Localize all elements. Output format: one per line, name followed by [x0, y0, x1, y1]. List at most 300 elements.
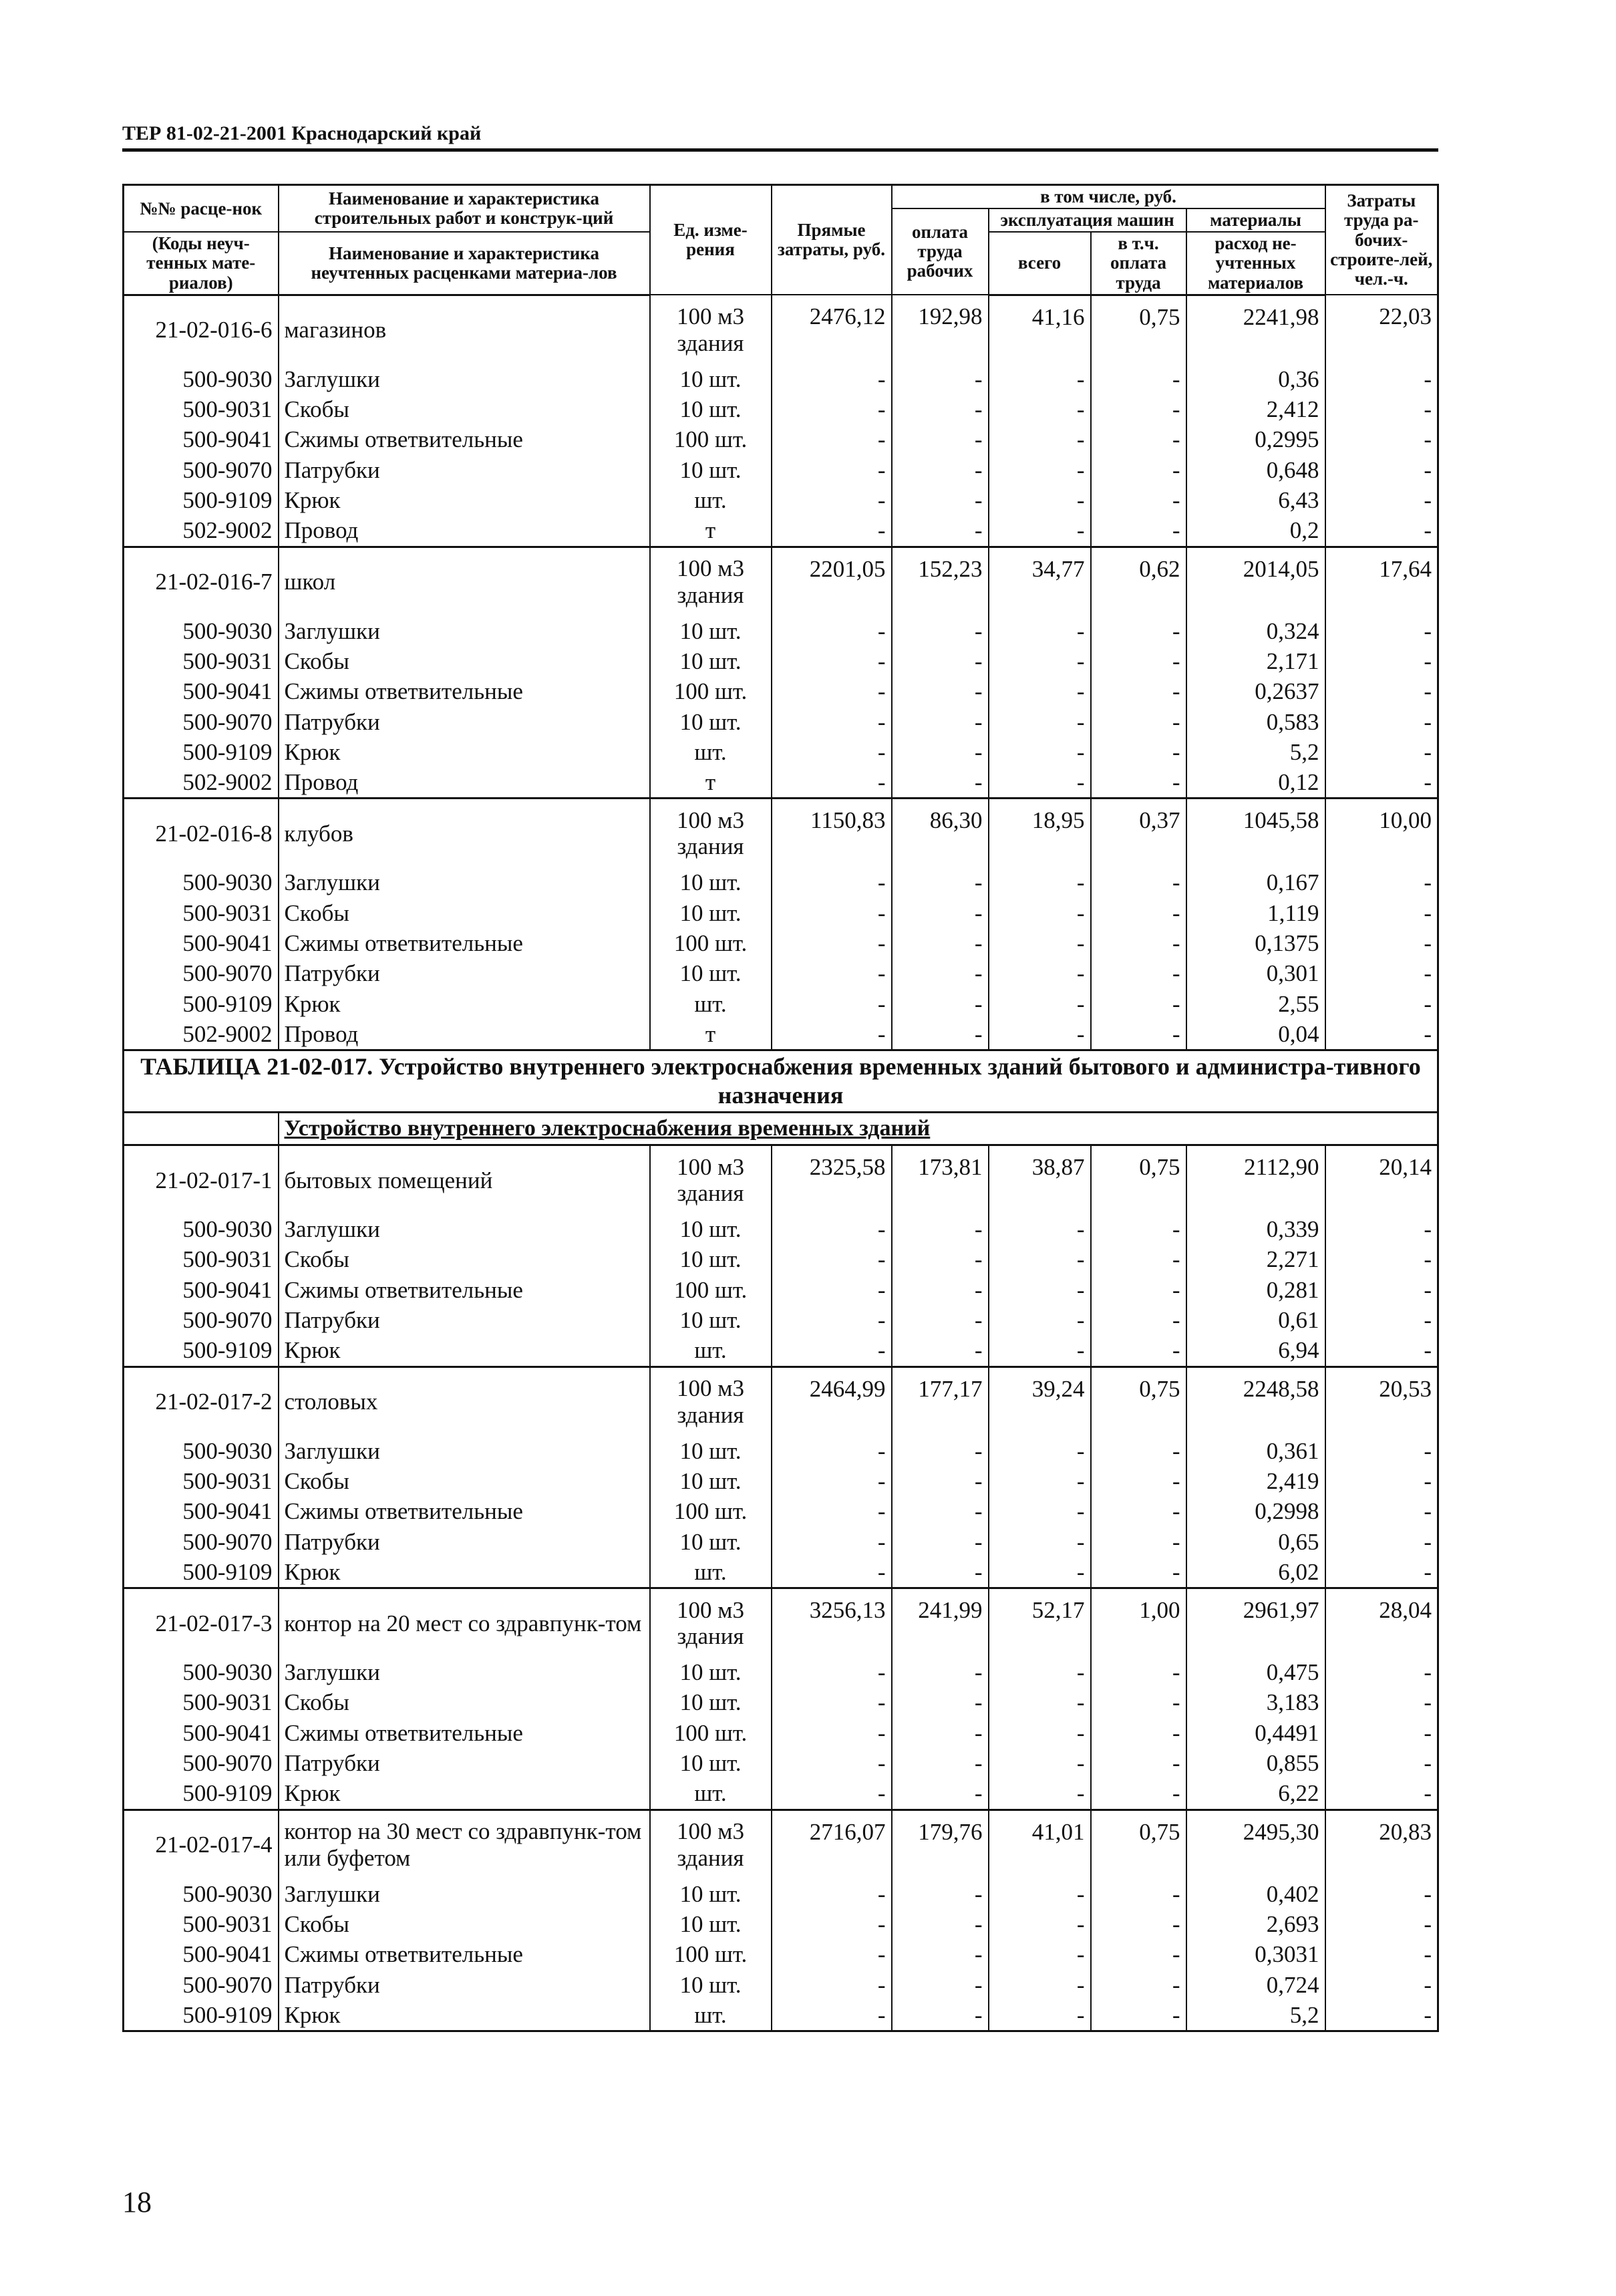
material-name: Скобы [279, 1466, 650, 1496]
dash-cell: - [1325, 1019, 1438, 1050]
machine-costs: 38,87 [989, 1145, 1091, 1215]
dash-cell: - [1091, 1939, 1186, 1969]
dash-cell: - [892, 1305, 989, 1335]
material-unit: 100 шт. [650, 928, 772, 958]
material-code: 500-9070 [124, 1305, 279, 1335]
wage-costs: 177,17 [892, 1367, 989, 1436]
dash-cell: - [989, 989, 1091, 1019]
material-costs: 2014,05 [1186, 547, 1325, 616]
material-name: Заглушки [279, 1879, 650, 1909]
material-unit: 10 шт. [650, 867, 772, 897]
rate-code: 21-02-016-6 [124, 295, 279, 364]
material-row [124, 515, 1438, 547]
dash-cell: - [892, 737, 989, 767]
material-code: 500-9031 [124, 898, 279, 928]
material-row [124, 1244, 1438, 1274]
subheading-blank-cell [124, 1113, 279, 1145]
material-row [124, 1909, 1438, 1939]
dash-cell: - [989, 1687, 1091, 1717]
material-row [124, 1687, 1438, 1717]
material-row [124, 394, 1438, 424]
dash-cell: - [989, 1466, 1091, 1496]
machine-costs: 41,01 [989, 1810, 1091, 1879]
material-unit: 100 шт. [650, 1496, 772, 1526]
dash-cell: - [772, 1275, 892, 1305]
material-unit: 10 шт. [650, 1879, 772, 1909]
material-name: Сжимы ответвительные [279, 1275, 650, 1305]
dash-cell: - [1091, 1305, 1186, 1335]
direct-costs: 1150,83 [772, 799, 892, 868]
material-code: 500-9109 [124, 2000, 279, 2031]
table-body-section-017 [124, 1145, 1438, 2031]
dash-cell: - [772, 2000, 892, 2031]
material-row [124, 1557, 1438, 1588]
dash-cell: - [1325, 1778, 1438, 1810]
dash-cell: - [892, 706, 989, 736]
col-code-sub-header: (Коды неуч-тенных мате-риалов) [124, 232, 279, 295]
col-machines-header: эксплуатация машин [989, 208, 1186, 232]
dash-cell: - [772, 394, 892, 424]
dash-cell: - [772, 1969, 892, 1999]
dash-cell: - [1091, 1718, 1186, 1748]
dash-cell: - [1091, 1275, 1186, 1305]
material-code: 500-9031 [124, 1687, 279, 1717]
rate-code: 21-02-017-4 [124, 1810, 279, 1879]
material-qty: 6,02 [1186, 1557, 1325, 1588]
material-row [124, 1466, 1438, 1496]
material-qty: 2,171 [1186, 646, 1325, 676]
dash-cell: - [1325, 737, 1438, 767]
material-unit: 100 шт. [650, 1718, 772, 1748]
material-name: Крюк [279, 1335, 650, 1367]
col-machines-total-header: всего [989, 232, 1091, 295]
machine-wage-costs: 0,75 [1091, 1367, 1186, 1436]
dash-cell: - [989, 1436, 1091, 1466]
dash-cell: - [989, 1244, 1091, 1274]
subheading-row [124, 1113, 1438, 1145]
material-name: Сжимы ответвительные [279, 424, 650, 454]
dash-cell: - [1325, 676, 1438, 706]
dash-cell: - [989, 676, 1091, 706]
material-name: Сжимы ответвительные [279, 1718, 650, 1748]
dash-cell: - [892, 1748, 989, 1778]
material-name: Скобы [279, 898, 650, 928]
dash-cell: - [892, 1687, 989, 1717]
labor-costs: 22,03 [1325, 295, 1438, 364]
rate-unit: 100 м3 здания [650, 1810, 772, 1879]
rate-unit: 100 м3 здания [650, 547, 772, 616]
dash-cell: - [989, 364, 1091, 394]
material-row [124, 1436, 1438, 1466]
dash-cell: - [1325, 1687, 1438, 1717]
dash-cell: - [1091, 1527, 1186, 1557]
table-title-row [124, 1050, 1438, 1113]
dash-cell: - [892, 1969, 989, 1999]
dash-cell: - [1091, 1748, 1186, 1778]
dash-cell: - [772, 676, 892, 706]
dash-cell: - [989, 737, 1091, 767]
material-row [124, 1214, 1438, 1244]
rate-row [124, 1810, 1438, 1879]
machine-wage-costs: 0,75 [1091, 295, 1186, 364]
dash-cell: - [1325, 364, 1438, 394]
dash-cell: - [892, 1214, 989, 1244]
wage-costs: 86,30 [892, 799, 989, 868]
material-code: 500-9041 [124, 1275, 279, 1305]
material-code: 500-9109 [124, 989, 279, 1019]
dash-cell: - [772, 867, 892, 897]
material-code: 500-9109 [124, 1335, 279, 1367]
material-row [124, 1748, 1438, 1778]
material-name: Скобы [279, 646, 650, 676]
dash-cell: - [1325, 1335, 1438, 1367]
dash-cell: - [1091, 616, 1186, 646]
col-code-header: №№ расце-нок [124, 185, 279, 233]
table-title-section [124, 1050, 1438, 1145]
dash-cell: - [1325, 1305, 1438, 1335]
dash-cell: - [1091, 2000, 1186, 2031]
dash-cell: - [892, 1275, 989, 1305]
rate-code: 21-02-016-7 [124, 547, 279, 616]
material-qty: 6,43 [1186, 485, 1325, 515]
wage-costs: 152,23 [892, 547, 989, 616]
direct-costs: 3256,13 [772, 1588, 892, 1658]
material-costs: 2241,98 [1186, 295, 1325, 364]
material-unit: 10 шт. [650, 616, 772, 646]
material-qty: 0,583 [1186, 706, 1325, 736]
material-row [124, 1879, 1438, 1909]
dash-cell: - [989, 424, 1091, 454]
material-row [124, 2000, 1438, 2031]
dash-cell: - [989, 706, 1091, 736]
dash-cell: - [1325, 1527, 1438, 1557]
wage-costs: 179,76 [892, 1810, 989, 1879]
col-unit-header: Ед. изме-рения [650, 185, 772, 295]
rate-row [124, 1145, 1438, 1215]
labor-costs: 28,04 [1325, 1588, 1438, 1658]
material-name: Патрубки [279, 958, 650, 988]
dash-cell: - [892, 958, 989, 988]
dash-cell: - [772, 1748, 892, 1778]
material-row [124, 364, 1438, 394]
dash-cell: - [989, 1969, 1091, 1999]
dash-cell: - [772, 767, 892, 799]
dash-cell: - [892, 455, 989, 485]
dash-cell: - [892, 1909, 989, 1939]
material-code: 500-9109 [124, 1557, 279, 1588]
material-name: Патрубки [279, 706, 650, 736]
machine-costs: 34,77 [989, 547, 1091, 616]
material-name: Скобы [279, 1244, 650, 1274]
dash-cell: - [892, 646, 989, 676]
material-unit: 10 шт. [650, 958, 772, 988]
dash-cell: - [989, 1939, 1091, 1969]
material-qty: 0,324 [1186, 616, 1325, 646]
labor-costs: 17,64 [1325, 547, 1438, 616]
material-unit: 10 шт. [650, 898, 772, 928]
dash-cell: - [1091, 958, 1186, 988]
dash-cell: - [892, 394, 989, 424]
dash-cell: - [772, 364, 892, 394]
material-code: 500-9041 [124, 1939, 279, 1969]
dash-cell: - [892, 1657, 989, 1687]
material-name: Патрубки [279, 455, 650, 485]
dash-cell: - [989, 394, 1091, 424]
dash-cell: - [989, 1748, 1091, 1778]
rate-code: 21-02-017-2 [124, 1367, 279, 1436]
material-row [124, 1527, 1438, 1557]
dash-cell: - [772, 1909, 892, 1939]
col-incl-header: в том числе, руб. [892, 185, 1325, 209]
dash-cell: - [772, 455, 892, 485]
material-row [124, 737, 1438, 767]
dash-cell: - [1325, 898, 1438, 928]
dash-cell: - [772, 1436, 892, 1466]
material-unit: 100 шт. [650, 1275, 772, 1305]
material-unit: шт. [650, 1335, 772, 1367]
dash-cell: - [1091, 364, 1186, 394]
dash-cell: - [1325, 616, 1438, 646]
material-unit: шт. [650, 737, 772, 767]
material-unit: 10 шт. [650, 1436, 772, 1466]
dash-cell: - [989, 767, 1091, 799]
dash-cell: - [772, 1687, 892, 1717]
material-code: 500-9109 [124, 485, 279, 515]
material-qty: 0,61 [1186, 1305, 1325, 1335]
machine-costs: 52,17 [989, 1588, 1091, 1658]
col-materials-sub-header: расход не-учтенных материалов [1186, 232, 1325, 295]
dash-cell: - [1325, 1748, 1438, 1778]
material-name: Провод [279, 767, 650, 799]
rates-table [122, 184, 1439, 2032]
material-unit: 10 шт. [650, 394, 772, 424]
material-name: Провод [279, 515, 650, 547]
dash-cell: - [1091, 1335, 1186, 1367]
material-qty: 0,04 [1186, 1019, 1325, 1050]
labor-costs: 20,83 [1325, 1810, 1438, 1879]
wage-costs: 173,81 [892, 1145, 989, 1215]
dash-cell: - [772, 989, 892, 1019]
material-row [124, 616, 1438, 646]
material-unit: 100 шт. [650, 424, 772, 454]
material-code: 500-9109 [124, 737, 279, 767]
dash-cell: - [1091, 1496, 1186, 1526]
material-name: Заглушки [279, 1214, 650, 1244]
dash-cell: - [772, 1718, 892, 1748]
dash-cell: - [1091, 706, 1186, 736]
dash-cell: - [1325, 767, 1438, 799]
dash-cell: - [1091, 646, 1186, 676]
material-code: 500-9031 [124, 646, 279, 676]
material-row [124, 485, 1438, 515]
dash-cell: - [1325, 989, 1438, 1019]
dash-cell: - [772, 646, 892, 676]
wage-costs: 241,99 [892, 1588, 989, 1658]
dash-cell: - [772, 1305, 892, 1335]
rate-name: контор на 30 мест со здравпунк-том или буфетом [279, 1810, 650, 1879]
material-code: 500-9070 [124, 958, 279, 988]
material-row [124, 1275, 1438, 1305]
material-row [124, 767, 1438, 799]
dash-cell: - [1325, 1214, 1438, 1244]
dash-cell: - [1091, 1244, 1186, 1274]
dash-cell: - [1325, 1496, 1438, 1526]
material-unit: 10 шт. [650, 1527, 772, 1557]
dash-cell: - [989, 1019, 1091, 1050]
dash-cell: - [892, 1436, 989, 1466]
dash-cell: - [892, 1879, 989, 1909]
direct-costs: 2325,58 [772, 1145, 892, 1215]
material-unit: шт. [650, 989, 772, 1019]
material-unit: 10 шт. [650, 706, 772, 736]
material-unit: 10 шт. [650, 1244, 772, 1274]
material-name: Провод [279, 1019, 650, 1050]
material-qty: 0,281 [1186, 1275, 1325, 1305]
material-qty: 0,855 [1186, 1748, 1325, 1778]
dash-cell: - [989, 1214, 1091, 1244]
col-wage-header: оплата труда рабочих [892, 208, 989, 295]
dash-cell: - [1325, 706, 1438, 736]
col-labor-header: Затраты труда ра-бочих-строите-лей, чел.-ч. [1325, 185, 1438, 295]
dash-cell: - [1091, 1557, 1186, 1588]
dash-cell: - [989, 616, 1091, 646]
rate-unit: 100 м3 здания [650, 1588, 772, 1658]
dash-cell: - [772, 616, 892, 646]
material-name: Патрубки [279, 1527, 650, 1557]
material-code: 500-9031 [124, 1909, 279, 1939]
dash-cell: - [892, 898, 989, 928]
dash-cell: - [989, 646, 1091, 676]
wage-costs: 192,98 [892, 295, 989, 364]
material-row [124, 898, 1438, 928]
col-name-header: Наименование и характеристика строительных работ и конструк-ций [279, 185, 650, 233]
dash-cell: - [1325, 1909, 1438, 1939]
material-unit: 10 шт. [650, 364, 772, 394]
material-name: Скобы [279, 1909, 650, 1939]
material-unit: 10 шт. [650, 1687, 772, 1717]
dash-cell: - [1091, 1778, 1186, 1810]
dash-cell: - [989, 958, 1091, 988]
material-row [124, 928, 1438, 958]
dash-cell: - [989, 455, 1091, 485]
material-row [124, 1496, 1438, 1526]
page-number: 18 [122, 2186, 152, 2218]
material-qty: 2,693 [1186, 1909, 1325, 1939]
material-qty: 0,2998 [1186, 1496, 1325, 1526]
material-code: 500-9030 [124, 364, 279, 394]
dash-cell: - [892, 424, 989, 454]
dash-cell: - [1091, 676, 1186, 706]
material-code: 500-9030 [124, 1657, 279, 1687]
dash-cell: - [1091, 898, 1186, 928]
material-name: Сжимы ответвительные [279, 928, 650, 958]
dash-cell: - [772, 737, 892, 767]
dash-cell: - [1325, 928, 1438, 958]
subheading-text: Устройство внутреннего электроснабжения временных зданий [279, 1113, 1438, 1145]
material-qty: 0,167 [1186, 867, 1325, 897]
dash-cell: - [1325, 485, 1438, 515]
dash-cell: - [989, 898, 1091, 928]
rate-name: бытовых помещений [279, 1145, 650, 1215]
material-name: Крюк [279, 485, 650, 515]
dash-cell: - [1091, 485, 1186, 515]
material-name: Патрубки [279, 1305, 650, 1335]
material-qty: 6,22 [1186, 1778, 1325, 1810]
material-code: 500-9030 [124, 1214, 279, 1244]
material-unit: шт. [650, 1778, 772, 1810]
dash-cell: - [1325, 1436, 1438, 1466]
dash-cell: - [772, 928, 892, 958]
material-qty: 0,3031 [1186, 1939, 1325, 1969]
material-unit: 100 шт. [650, 1939, 772, 1969]
material-qty: 2,419 [1186, 1466, 1325, 1496]
dash-cell: - [772, 1527, 892, 1557]
dash-cell: - [989, 2000, 1091, 2031]
material-code: 500-9041 [124, 424, 279, 454]
material-unit: т [650, 515, 772, 547]
labor-costs: 10,00 [1325, 799, 1438, 868]
material-code: 500-9041 [124, 1718, 279, 1748]
material-code: 500-9031 [124, 1466, 279, 1496]
material-name: Патрубки [279, 1748, 650, 1778]
rate-name: магазинов [279, 295, 650, 364]
dash-cell: - [1325, 1939, 1438, 1969]
material-unit: 10 шт. [650, 1305, 772, 1335]
direct-costs: 2716,07 [772, 1810, 892, 1879]
dash-cell: - [892, 515, 989, 547]
dash-cell: - [892, 767, 989, 799]
material-unit: 10 шт. [650, 455, 772, 485]
material-code: 500-9030 [124, 616, 279, 646]
dash-cell: - [1325, 1969, 1438, 1999]
material-unit: т [650, 1019, 772, 1050]
machine-wage-costs: 0,37 [1091, 799, 1186, 868]
dash-cell: - [892, 1778, 989, 1810]
dash-cell: - [1325, 1275, 1438, 1305]
material-code: 500-9041 [124, 1496, 279, 1526]
material-unit: 10 шт. [650, 646, 772, 676]
material-row [124, 1305, 1438, 1335]
dash-cell: - [772, 1496, 892, 1526]
material-code: 500-9070 [124, 1748, 279, 1778]
rate-unit: 100 м3 здания [650, 295, 772, 364]
dash-cell: - [772, 1335, 892, 1367]
dash-cell: - [989, 1879, 1091, 1909]
material-name: Сжимы ответвительные [279, 1496, 650, 1526]
rate-row [124, 295, 1438, 364]
dash-cell: - [1325, 2000, 1438, 2031]
dash-cell: - [772, 1466, 892, 1496]
dash-cell: - [1091, 867, 1186, 897]
material-row [124, 1718, 1438, 1748]
material-name: Заглушки [279, 1657, 650, 1687]
rate-unit: 100 м3 здания [650, 1145, 772, 1215]
dash-cell: - [892, 616, 989, 646]
dash-cell: - [1325, 394, 1438, 424]
dash-cell: - [892, 1557, 989, 1588]
direct-costs: 2464,99 [772, 1367, 892, 1436]
dash-cell: - [1325, 646, 1438, 676]
dash-cell: - [1325, 1557, 1438, 1588]
dash-cell: - [772, 1939, 892, 1969]
direct-costs: 2476,12 [772, 295, 892, 364]
material-qty: 5,2 [1186, 737, 1325, 767]
dash-cell: - [1091, 737, 1186, 767]
dash-cell: - [989, 1557, 1091, 1588]
col-name-sub-header: Наименование и характеристика неучтенных расценками материа-лов [279, 232, 650, 295]
dash-cell: - [1325, 455, 1438, 485]
dash-cell: - [1091, 394, 1186, 424]
